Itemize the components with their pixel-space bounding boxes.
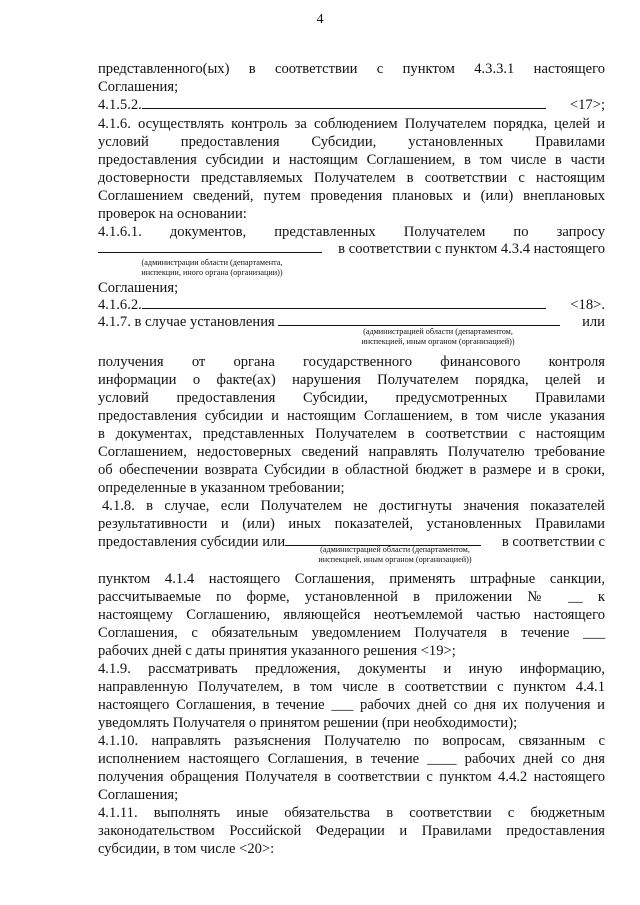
field-hint: инспекции, иного органа (организации)) — [141, 268, 283, 277]
text-line: результативности и (или) иных показателей, установленных Правилами — [98, 516, 605, 532]
blank-line — [98, 240, 322, 253]
text-line: предоставления субсидии и настоящим Соглашением, в том числе в части — [98, 152, 605, 168]
text-line: условий предоставления Субсидии, установленных Правилами — [98, 134, 605, 150]
text-line: 4.1.6.1. документов, представленных Получателем по запросу — [98, 224, 605, 240]
text-line: рассчитываемые по форме, установленной в приложении № __ к — [98, 589, 605, 605]
text-line: рабочих дней с даты принятия указанного решения <19>; — [98, 643, 456, 659]
text-line: субсидии, в том числе <20>: — [98, 841, 275, 857]
text-line — [98, 296, 605, 314]
text-line: законодательством Российской Федерации и Правилами предоставления — [98, 823, 605, 839]
page-number: 4 — [316, 12, 324, 27]
text-line: 4.1.11. выполнять иные обязательства в соответствии с бюджетным — [98, 805, 605, 821]
blank-line — [142, 96, 546, 109]
text-fragment: или — [582, 314, 605, 330]
text-line: представленного(ых) в соответствии с пунктом 4.3.3.1 настоящего — [98, 61, 605, 77]
text-line: Соглашения; — [98, 787, 179, 803]
field-hint: инспекцией, иным органом (организацией)) — [361, 337, 515, 346]
text-line: проверок на основании: — [98, 206, 247, 222]
footnote-ref: <17>; — [569, 97, 605, 113]
text-line: 4.1.8. в случае, если Получателем не достигнуты значения показателей — [102, 498, 605, 514]
text-line: пунктом 4.1.4 настоящего Соглашения, применять штрафные санкции, — [98, 571, 605, 587]
text-line: 4.1.10. направлять разъяснения Получателю по вопросам, связанным с — [98, 733, 605, 749]
text-fragment: 4.1.7. в случае установления — [98, 314, 275, 330]
text-line: определенные в указанном требовании; — [98, 480, 345, 496]
text-fragment: предоставления субсидии или — [98, 534, 286, 550]
text-line: направленную Получателем, в том числе в соответствии с пунктом 4.4.1 — [98, 679, 605, 695]
text-line: Соглашения, с обязательным уведомлением Получателя в течение ___ — [98, 625, 605, 641]
field-hint: (администрацией области (департаментом, — [320, 545, 470, 554]
blank-line — [142, 296, 546, 309]
text-line: уведомлять Получателя о принятом решении (при необходимости); — [98, 715, 518, 731]
text-line: предоставления субсидии и настоящим Соглашением, в том числе указания — [98, 408, 605, 424]
text-line: 4.1.9. рассматривать предложения, документы и иную информацию, — [98, 661, 605, 677]
text-line: информации о факте(ах) нарушения Получателем порядка, целей и — [98, 372, 605, 388]
text-line: достоверности представляемых Получателем в соответствии с настоящим — [98, 170, 605, 186]
text-line — [98, 240, 605, 258]
text-line: исполнением настоящего Соглашения, в течение ____ рабочих дней со дня — [98, 751, 605, 767]
text-fragment: в соответствии с пунктом 4.3.4 настоящего — [338, 241, 605, 257]
text-line: получения обращения Получателя в соответствии с пунктом 4.4.2 настоящего — [98, 769, 605, 785]
field-hint: (администрации области (департамента, — [141, 258, 283, 267]
text-line: настоящему Соглашению, являющейся неотъемлемой частью настоящего — [98, 607, 605, 623]
clause-number: 4.1.5.2. — [98, 97, 142, 113]
text-fragment: в соответствии с — [501, 534, 605, 550]
text-line — [98, 96, 605, 114]
text-line: в документах, представленных Получателем в соответствии с настоящим — [98, 426, 605, 442]
text-line: условий предоставления Субсидии, предусмотренных Правилами — [98, 390, 605, 406]
text-line: Соглашением, недостоверных сведений направлять Получателю требование — [98, 444, 605, 460]
text-line: Соглашением сведений, путем проведения плановых и (или) внеплановых — [98, 188, 605, 204]
blank-line — [278, 313, 560, 326]
text-line: 4.1.6. осуществлять контроль за соблюдением Получателем порядка, целей и — [98, 116, 605, 132]
text-line: получения от органа государственного финансового контроля — [98, 354, 605, 370]
text-line: настоящего Соглашения, в течение ___ рабочих дней со дня их получения и — [98, 697, 605, 713]
field-hint: (администрацией области (департаментом, — [363, 327, 513, 336]
field-hint: инспекцией, иным органом (организацией)) — [318, 555, 472, 564]
text-line: Соглашения; — [98, 280, 179, 296]
text-line: об обеспечении возврата Субсидии в областной бюджет в размере и в сроки, — [98, 462, 605, 478]
text-line: Соглашения; — [98, 79, 179, 95]
footnote-ref: <18>. — [570, 297, 605, 313]
clause-number: 4.1.6.2. — [98, 297, 142, 313]
